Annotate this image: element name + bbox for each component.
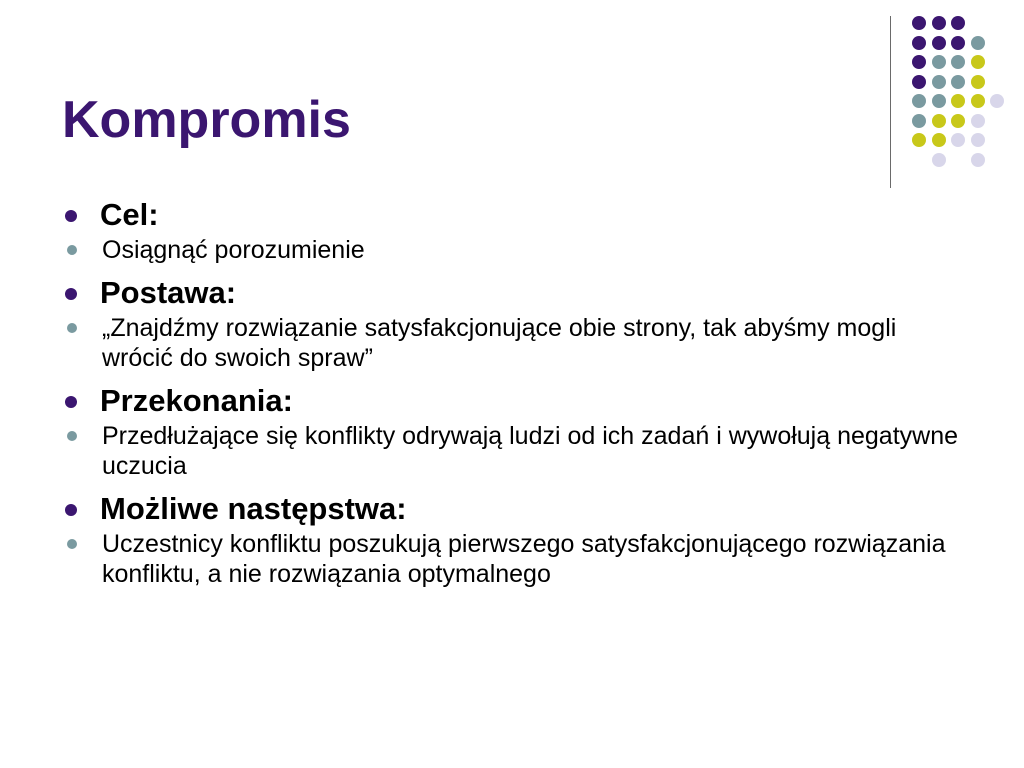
decorative-dot [912, 114, 926, 128]
decorative-dot [932, 153, 946, 167]
sub-bullet-dot-icon [67, 431, 77, 441]
decorative-dot [932, 94, 946, 108]
sub-item-text: Przedłużające się konflikty odrywają ludzi od ich zadań i wywołują negatywne uczucia [102, 422, 959, 480]
decorative-dot [951, 114, 965, 128]
bullet-dot-icon [65, 210, 77, 222]
section-heading [62, 273, 962, 313]
bullet-dot-icon [65, 396, 77, 408]
decorative-dot [971, 55, 985, 69]
decorative-dot [912, 94, 926, 108]
sub-item-text: „Znajdźmy rozwiązanie satysfakcjonujące obie strony, tak abyśmy mogli wrócić do swoich spraw” [102, 314, 897, 372]
section-heading-text: Cel: [100, 197, 159, 232]
decorative-dot [932, 36, 946, 50]
decorative-dot [932, 75, 946, 89]
decorative-dot [971, 153, 985, 167]
decorative-dot [971, 114, 985, 128]
decorative-dot [932, 16, 946, 30]
sub-item-text: Osiągnąć porozumienie [102, 236, 365, 264]
section-heading-text: Postawa: [100, 275, 237, 310]
section-heading-text: Przekonania: [100, 383, 293, 418]
sub-bullet-dot-icon [67, 245, 77, 255]
decorative-dot [971, 75, 985, 89]
sub-bullet-dot-icon [67, 539, 77, 549]
section-heading [62, 381, 962, 421]
decorative-dot [912, 36, 926, 50]
sub-list [62, 421, 962, 481]
decorative-dot [951, 16, 965, 30]
decorative-dot [951, 133, 965, 147]
decorative-dot [912, 55, 926, 69]
sub-item [62, 529, 962, 589]
bullet-dot-icon [65, 288, 77, 300]
bullet-list [62, 193, 962, 597]
decorative-dot [971, 36, 985, 50]
sub-item [62, 421, 962, 481]
sub-list [62, 529, 962, 589]
decorative-dot [912, 75, 926, 89]
decorative-dot [932, 55, 946, 69]
decorative-dot [971, 94, 985, 108]
decorative-dot [971, 133, 985, 147]
section-heading [62, 489, 962, 529]
decorative-dot [912, 133, 926, 147]
sub-item [62, 235, 962, 265]
sub-bullet-dot-icon [67, 323, 77, 333]
decorative-dot [932, 114, 946, 128]
sub-list [62, 235, 962, 265]
decorative-dot [990, 94, 1004, 108]
decorative-dot [951, 75, 965, 89]
section-heading-text: Możliwe następstwa: [100, 491, 407, 526]
section-heading [62, 195, 962, 235]
sub-list [62, 313, 962, 373]
decorative-dot [951, 55, 965, 69]
decorative-dot [951, 36, 965, 50]
slide-title: Kompromis [62, 91, 351, 149]
decorative-dot [932, 133, 946, 147]
decorative-dot [951, 94, 965, 108]
sub-item-text: Uczestnicy konfliktu poszukują pierwszego satysfakcjonującego rozwiązania konfliktu, a nie rozwiązania optymalnego [102, 530, 946, 588]
bullet-dot-icon [65, 504, 77, 516]
vertical-divider [890, 16, 891, 188]
sub-item [62, 313, 962, 373]
decorative-dot [912, 16, 926, 30]
